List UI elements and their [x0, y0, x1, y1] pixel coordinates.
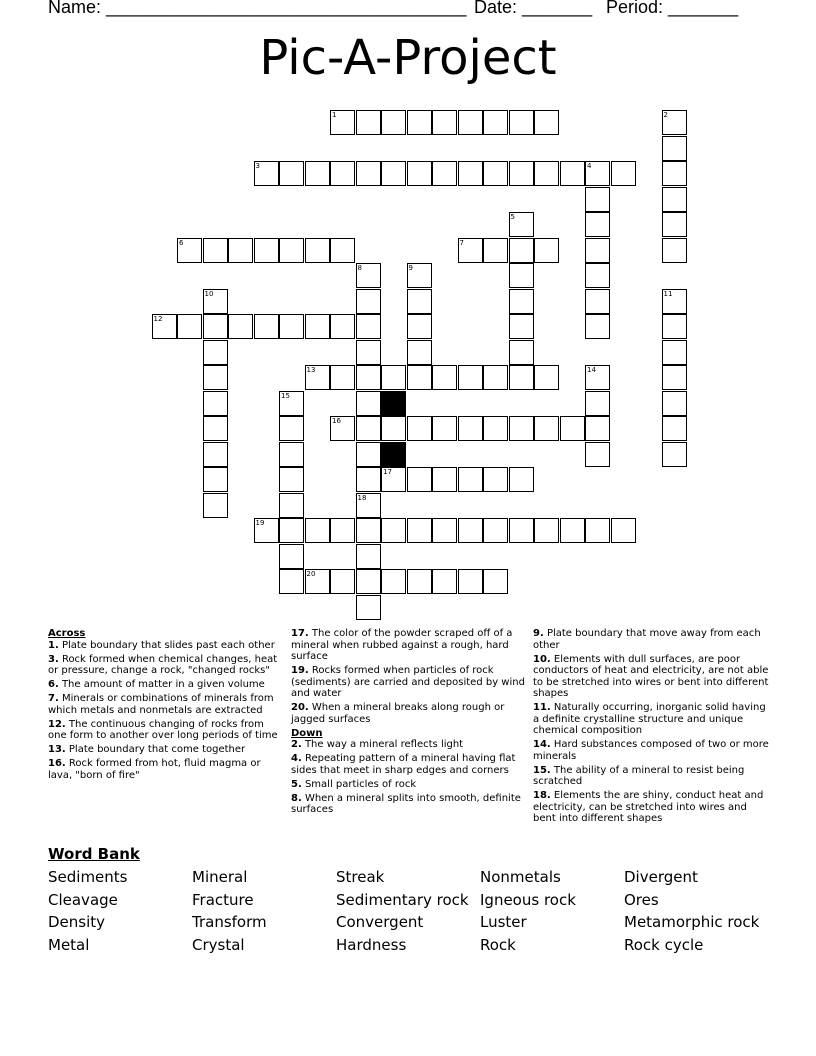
clue-number: 10	[204, 289, 214, 298]
crossword-cell[interactable]	[407, 467, 432, 492]
word-bank-item: Fracture	[192, 890, 254, 909]
crossword-cell[interactable]	[407, 518, 432, 543]
down-heading: Down	[291, 727, 323, 739]
clue-number-label: 20.	[291, 702, 309, 713]
crossword-cell[interactable]	[483, 365, 508, 390]
black-square	[381, 391, 406, 416]
crossword-cell[interactable]	[509, 365, 534, 390]
crossword-cell[interactable]	[458, 518, 483, 543]
down-clue-list	[291, 739, 527, 816]
clue-number-label: 6.	[48, 679, 59, 690]
crossword-cell[interactable]	[432, 365, 457, 390]
clue-text: Rock formed when chemical changes, heat or pressure, change a rock, "changed rocks"	[48, 653, 278, 676]
clue-number: 2	[663, 111, 668, 119]
crossword-cell[interactable]	[458, 569, 483, 594]
clue-text: Naturally occurring, inorganic solid having a definite crystalline structure and unique chemical composition	[533, 702, 766, 736]
crossword-cell[interactable]	[432, 110, 457, 135]
clue-number-label: 3.	[48, 653, 59, 665]
clue-number: 9	[408, 264, 413, 272]
clue-number-label: 5.	[291, 778, 302, 790]
clue-number: 13	[306, 366, 316, 374]
clue-number: 17	[383, 468, 392, 476]
clue-number-label: 1.	[48, 639, 59, 651]
crossword-cell[interactable]	[483, 110, 508, 135]
crossword-cell[interactable]	[356, 595, 381, 620]
crossword-cell[interactable]	[662, 289, 687, 314]
crossword-cell[interactable]	[585, 442, 610, 467]
crossword-cell[interactable]	[381, 467, 406, 492]
crossword-cell[interactable]	[330, 518, 355, 543]
word-bank-item: Ores	[624, 890, 659, 909]
clue-item	[291, 739, 527, 751]
crossword-cell[interactable]	[152, 314, 177, 339]
crossword-cell[interactable]	[585, 212, 610, 237]
crossword-cell[interactable]	[279, 161, 304, 186]
crossword-cell[interactable]	[483, 569, 508, 594]
crossword-cell[interactable]	[662, 161, 687, 186]
clue-number-label: 4.	[291, 753, 302, 764]
crossword-cell[interactable]	[407, 263, 432, 288]
clue-number: 14	[587, 366, 596, 374]
crossword-cell[interactable]	[585, 289, 610, 314]
clue-text: The continuous changing of rocks from one form to another over long periods of time	[48, 718, 278, 741]
word-bank-item: Rock cycle	[624, 936, 704, 955]
clue-text: Rock formed from hot, fluid magma or lava, "born of fire"	[48, 758, 261, 781]
word-bank-item: Rock	[480, 936, 516, 955]
across-heading: Across	[48, 628, 86, 639]
clue-number-label: 16.	[48, 758, 66, 769]
crossword-cell[interactable]	[611, 161, 636, 186]
crossword-cell[interactable]	[305, 518, 330, 543]
clue-item	[533, 765, 769, 788]
clue-text: Plate boundary that slides past each other	[58, 639, 275, 651]
clue-number-label: 2.	[291, 739, 302, 750]
crossword-cell[interactable]	[432, 518, 457, 543]
crossword-cell[interactable]	[279, 442, 304, 467]
crossword-cell[interactable]	[534, 110, 559, 135]
clue-number: 5	[510, 213, 515, 221]
clue-number-label: 7.	[48, 693, 59, 704]
crossword-cell[interactable]	[203, 340, 228, 365]
clue-number: 3	[255, 162, 260, 170]
crossword-cell[interactable]	[585, 365, 610, 390]
clue-text: Elements the are shiny, conduct heat and electricity, can be stretched into wires and bent into different shapes	[533, 790, 764, 824]
clue-number: 12	[153, 315, 163, 323]
clue-number: 8	[357, 264, 362, 272]
clue-number: 15	[281, 391, 290, 400]
crossword-cell[interactable]	[458, 416, 483, 441]
crossword-cell[interactable]	[662, 416, 687, 441]
crossword-cell[interactable]	[381, 569, 406, 594]
crossword-cell[interactable]	[305, 569, 330, 594]
crossword-cell[interactable]	[509, 161, 534, 186]
crossword-cell[interactable]	[356, 340, 381, 365]
clue-item	[533, 739, 769, 762]
word-bank-item: Mineral	[192, 868, 248, 886]
crossword-cell[interactable]	[279, 391, 304, 416]
clue-number: 18	[357, 493, 367, 502]
crossword-cell[interactable]	[534, 238, 559, 263]
crossword-cell[interactable]	[407, 289, 432, 314]
crossword-cell[interactable]	[254, 314, 279, 339]
crossword-cell[interactable]	[407, 340, 432, 365]
clue-item	[533, 702, 769, 737]
word-bank	[48, 866, 768, 957]
crossword-cell[interactable]	[534, 365, 559, 390]
clue-number: 1	[332, 111, 337, 119]
crossword-cell[interactable]	[662, 212, 687, 237]
clue-item	[291, 628, 527, 663]
word-bank-item: Metamorphic rock	[624, 913, 760, 932]
clue-item	[48, 744, 284, 756]
crossword-cell[interactable]	[228, 238, 253, 263]
crossword-cell[interactable]	[381, 518, 406, 543]
clue-number-label: 12.	[48, 718, 66, 730]
clues-column-3	[533, 628, 769, 827]
crossword-cell[interactable]	[330, 314, 355, 339]
crossword-cell[interactable]	[356, 493, 381, 518]
word-bank-title: Word Bank	[48, 845, 140, 863]
crossword-cell[interactable]	[279, 416, 304, 441]
crossword-cell[interactable]	[509, 416, 534, 441]
crossword-cell[interactable]	[432, 416, 457, 441]
crossword-cell[interactable]	[585, 518, 610, 543]
crossword-cell[interactable]	[330, 569, 355, 594]
crossword-cell[interactable]	[483, 161, 508, 186]
crossword-cell[interactable]	[279, 544, 304, 569]
crossword-cell[interactable]	[407, 110, 432, 135]
crossword-cell[interactable]	[458, 365, 483, 390]
clue-text: The way a mineral reflects light	[301, 739, 464, 750]
crossword-cell[interactable]	[458, 110, 483, 135]
clue-number-label: 15.	[533, 764, 551, 776]
clue-text: Repeating pattern of a mineral having flat sides that meet in sharp edges and corners	[291, 753, 516, 776]
crossword-cell[interactable]	[203, 391, 228, 416]
clue-text: Minerals or combinations of minerals from which metals and nonmetals are extracted	[48, 693, 274, 716]
crossword-cell[interactable]	[305, 161, 330, 186]
word-bank-item: Transform	[192, 913, 267, 932]
crossword-cell[interactable]	[330, 416, 355, 441]
crossword-cell[interactable]	[356, 263, 381, 288]
clue-item	[291, 779, 527, 791]
crossword-cell[interactable]	[381, 161, 406, 186]
crossword-cell[interactable]	[356, 391, 381, 416]
date-field[interactable]: Date: _______	[474, 0, 593, 17]
crossword-cell[interactable]	[305, 238, 330, 263]
crossword-cell[interactable]	[483, 238, 508, 263]
down-clue-list-continued	[533, 628, 769, 825]
crossword-cell[interactable]	[279, 493, 304, 518]
clue-item	[291, 702, 527, 725]
crossword-cell[interactable]	[356, 442, 381, 467]
black-square	[381, 442, 406, 467]
clue-item	[48, 679, 284, 691]
word-bank-item: Crystal	[192, 936, 245, 955]
crossword-cell[interactable]	[662, 365, 687, 390]
crossword-cell[interactable]	[662, 238, 687, 263]
crossword-cell[interactable]	[662, 391, 687, 416]
across-clue-list-continued	[291, 628, 527, 725]
across-clue-list	[48, 640, 284, 782]
crossword-cell[interactable]	[279, 467, 304, 492]
crossword-cell[interactable]	[254, 238, 279, 263]
crossword-cell[interactable]	[407, 161, 432, 186]
crossword-cell[interactable]	[509, 110, 534, 135]
crossword-cell[interactable]	[407, 365, 432, 390]
clue-item	[291, 665, 527, 700]
clue-number-label: 17.	[291, 628, 309, 639]
crossword-cell[interactable]	[534, 161, 559, 186]
clue-text: Plate boundary that come together	[65, 744, 246, 755]
clue-item	[291, 753, 527, 776]
crossword-cell[interactable]	[407, 569, 432, 594]
crossword-cell[interactable]	[356, 289, 381, 314]
crossword-cell[interactable]	[407, 416, 432, 441]
crossword-cell[interactable]	[356, 467, 381, 492]
crossword-cell[interactable]	[662, 340, 687, 365]
crossword-cell[interactable]	[483, 416, 508, 441]
clue-text: Elements with dull surfaces, are poor conductors of heat and electricity, are not able to be stretched into wires or bent into different shapes	[533, 653, 769, 699]
word-bank-item: Divergent	[624, 868, 698, 886]
clue-number-label: 18.	[533, 790, 551, 801]
clue-item	[48, 640, 284, 652]
crossword-cell[interactable]	[356, 569, 381, 594]
crossword-cell[interactable]	[509, 467, 534, 492]
crossword-cell[interactable]	[330, 161, 355, 186]
crossword-cell[interactable]	[203, 238, 228, 263]
crossword-cell[interactable]	[356, 544, 381, 569]
crossword-cell[interactable]	[254, 518, 279, 543]
clue-item	[48, 719, 284, 742]
crossword-cell[interactable]	[279, 314, 304, 339]
crossword-cell[interactable]	[381, 365, 406, 390]
word-bank-item: Sediments	[48, 868, 128, 886]
crossword-cell[interactable]	[356, 416, 381, 441]
crossword-cell[interactable]	[254, 161, 279, 186]
crossword-cell[interactable]	[203, 493, 228, 518]
word-bank-item: Cleavage	[48, 890, 118, 909]
crossword-cell[interactable]	[662, 314, 687, 339]
crossword-cell[interactable]	[483, 467, 508, 492]
crossword-cell[interactable]	[662, 110, 687, 135]
clue-number-label: 19.	[291, 665, 309, 676]
clue-number: 6	[179, 238, 184, 247]
crossword-cell[interactable]	[356, 161, 381, 186]
crossword-cell[interactable]	[509, 212, 534, 237]
word-bank-item: Igneous rock	[480, 890, 576, 909]
word-bank-item: Metal	[48, 936, 90, 955]
word-bank-item: Luster	[480, 913, 527, 932]
crossword-cell[interactable]	[458, 238, 483, 263]
crossword-cell[interactable]	[585, 314, 610, 339]
clue-item	[291, 793, 527, 816]
crossword-cell[interactable]	[432, 569, 457, 594]
clue-number-label: 14.	[533, 739, 551, 750]
crossword-cell[interactable]	[330, 238, 355, 263]
crossword-cell[interactable]	[356, 314, 381, 339]
clue-number-label: 8.	[291, 792, 302, 804]
crossword-cell[interactable]	[177, 238, 202, 263]
clue-item	[533, 790, 769, 825]
clue-text: When a mineral breaks along rough or jagged surfaces	[291, 702, 505, 725]
crossword-cell[interactable]	[483, 518, 508, 543]
clue-number-label: 9.	[533, 628, 544, 639]
crossword-cell[interactable]	[585, 161, 610, 186]
crossword-cell[interactable]	[203, 467, 228, 492]
crossword-cell[interactable]	[305, 314, 330, 339]
clue-item	[48, 693, 284, 716]
clues-column-1	[48, 628, 284, 784]
crossword-cell[interactable]	[585, 238, 610, 263]
clue-item	[533, 654, 769, 700]
clue-number: 19	[255, 519, 265, 527]
word-bank-item: Convergent	[336, 913, 424, 932]
crossword-cell[interactable]	[203, 314, 228, 339]
crossword-cell[interactable]	[279, 569, 304, 594]
clue-text: When a mineral splits into smooth, definite surfaces	[291, 792, 521, 815]
crossword-cell[interactable]	[177, 314, 202, 339]
clue-number: 16	[332, 417, 341, 425]
clue-number-label: 10.	[533, 653, 551, 665]
clue-item	[48, 654, 284, 677]
crossword-cell[interactable]	[458, 467, 483, 492]
crossword-cell[interactable]	[509, 518, 534, 543]
clue-number: 11	[663, 289, 673, 298]
clue-text: Rocks formed when particles of rock (sediments) are carried and deposited by wind and water	[291, 665, 525, 699]
period-field[interactable]: Period: _______	[606, 0, 739, 17]
clue-number: 4	[587, 162, 592, 170]
crossword-cell[interactable]	[585, 187, 610, 212]
crossword-cell[interactable]	[279, 518, 304, 543]
clue-number-label: 13.	[48, 744, 66, 755]
clue-text: Plate boundary that move away from each other	[533, 628, 761, 651]
word-bank-item: Nonmetals	[480, 868, 561, 886]
crossword-cell[interactable]	[534, 518, 559, 543]
crossword-cell[interactable]	[305, 365, 330, 390]
crossword-cell[interactable]	[509, 289, 534, 314]
clue-text: Hard substances composed of two or more minerals	[533, 739, 769, 762]
crossword-cell[interactable]	[407, 314, 432, 339]
crossword-cell[interactable]	[509, 340, 534, 365]
crossword-cell[interactable]	[560, 518, 585, 543]
crossword-cell[interactable]	[509, 238, 534, 263]
crossword-cell[interactable]	[534, 416, 559, 441]
page-title: Pic-A-Project	[259, 30, 557, 86]
crossword-cell[interactable]	[279, 238, 304, 263]
clue-number-label: 11.	[533, 702, 551, 713]
word-bank-item: Streak	[336, 868, 385, 886]
crossword-cell[interactable]	[585, 416, 610, 441]
crossword-cell[interactable]	[585, 391, 610, 416]
clue-number: 20	[306, 570, 316, 578]
crossword-cell[interactable]	[432, 467, 457, 492]
clue-item	[533, 628, 769, 651]
word-bank-item: Sedimentary rock	[336, 890, 469, 909]
word-bank-item: Hardness	[336, 936, 407, 955]
word-bank-item: Density	[48, 913, 106, 932]
crossword-cell[interactable]	[203, 442, 228, 467]
clue-number: 7	[459, 238, 464, 247]
crossword-cell[interactable]	[662, 187, 687, 212]
clue-item	[48, 758, 284, 781]
crossword-cell[interactable]	[458, 161, 483, 186]
crossword-cell[interactable]	[381, 416, 406, 441]
crossword-cell[interactable]	[356, 110, 381, 135]
crossword-cell[interactable]	[203, 416, 228, 441]
crossword-cell[interactable]	[330, 110, 355, 135]
crossword-cell[interactable]	[381, 110, 406, 135]
crossword-cell[interactable]	[662, 442, 687, 467]
crossword-cell[interactable]	[560, 416, 585, 441]
crossword-cell[interactable]	[611, 518, 636, 543]
name-field[interactable]: Name: ____________________________________	[48, 0, 467, 17]
clue-text: The ability of a mineral to resist being scratched	[533, 764, 745, 787]
crossword-cell[interactable]	[560, 161, 585, 186]
clue-text: The color of the powder scraped off of a mineral when rubbed against a rough, hard surface	[291, 628, 513, 662]
crossword-cell[interactable]	[203, 289, 228, 314]
clue-text: Small particles of rock	[301, 778, 417, 790]
crossword-cell[interactable]	[432, 161, 457, 186]
clues-column-2	[291, 628, 527, 818]
crossword-cell[interactable]	[585, 263, 610, 288]
crossword-cell[interactable]	[509, 314, 534, 339]
crossword-cell[interactable]	[228, 314, 253, 339]
crossword-cell[interactable]	[356, 518, 381, 543]
crossword-cell[interactable]	[203, 365, 228, 390]
crossword-cell[interactable]	[330, 365, 355, 390]
crossword-cell[interactable]	[662, 136, 687, 161]
clue-text: The amount of matter in a given volume	[58, 679, 265, 690]
crossword-cell[interactable]	[509, 263, 534, 288]
crossword-cell[interactable]	[356, 365, 381, 390]
